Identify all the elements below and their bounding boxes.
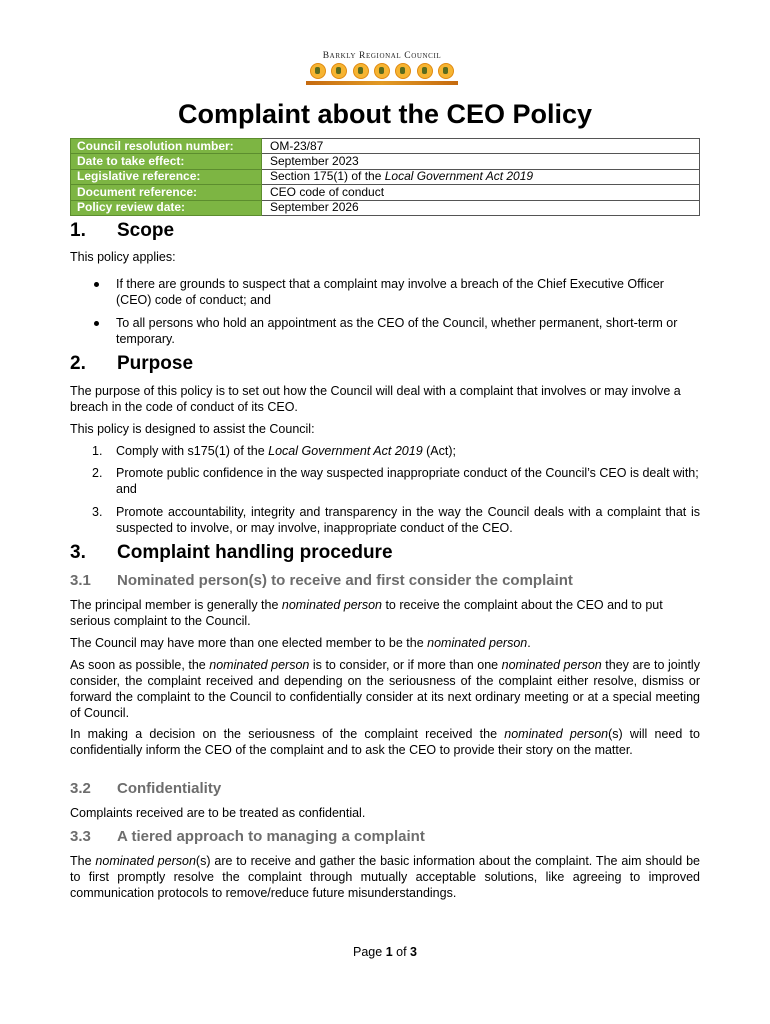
paragraph-text: they are to jointly consider, the complaint received and depending on the seriousness of the complaint either resolve, dismiss or forward the complaint to the Council to confidentially consider at its next ordinary meeting or at a special meeting of Council.: [70, 658, 700, 720]
list-item: [116, 276, 700, 308]
paragraph: [70, 726, 700, 758]
logo-emblem-icon: [310, 63, 326, 79]
page-footer: [0, 944, 770, 960]
meta-value-text: Section 175(1) of the: [270, 169, 385, 184]
logo-underline: [306, 81, 458, 85]
list-number: 1.: [92, 444, 103, 458]
subsection-number: 3.3: [70, 828, 91, 845]
logo-emblem-icon: [353, 63, 369, 79]
meta-value: [262, 169, 700, 184]
logo-emblem-icon: [395, 63, 411, 79]
act-name: Local Government Act 2019: [268, 444, 423, 458]
paragraph-text: to receive the complaint about the CEO and to put serious complaint to the Council.: [70, 598, 663, 628]
subsection-number: 3.1: [70, 572, 91, 589]
term: nominated person: [281, 598, 382, 612]
barkly-council-logo: [306, 50, 458, 86]
section-heading-procedure: [70, 541, 393, 565]
section-title: Purpose: [117, 353, 194, 374]
meta-value: CEO code of conduct: [262, 185, 700, 200]
table-row: [71, 139, 700, 154]
logo-icons: [306, 63, 458, 79]
list-item: [116, 315, 700, 347]
purpose-paragraph: The purpose of this policy is to set out how the Council will deal with a complaint that involves or may involve a breach in the code of conduct of its CEO.: [70, 384, 681, 414]
list-item: [92, 443, 700, 459]
paragraph: Complaints received are to be treated as confidential.: [70, 806, 366, 820]
policy-metadata-table: [70, 138, 700, 216]
subsection-heading: [70, 827, 425, 846]
section-title: Scope: [117, 220, 175, 241]
bullet-icon: [94, 321, 99, 326]
paragraph-text: (s) are to receive and gather the basic information about the complaint. The aim should be to first promptly resolve the complaint through mutually acceptable solutions, like agreeing to improved communication protocols to remove/reduce future misunderstandings.: [70, 854, 700, 900]
meta-value: September 2026: [262, 200, 700, 215]
paragraph: [70, 635, 700, 651]
meta-label: Policy review date:: [71, 200, 262, 215]
term: nominated person: [501, 658, 602, 672]
subsection-title: Nominated person(s) to receive and first consider the complaint: [117, 572, 573, 589]
page-title: Complaint about the CEO Policy: [177, 99, 593, 129]
list-item: [92, 465, 700, 497]
paragraph: [70, 853, 700, 901]
list-item-text: Promote accountability, integrity and transparency in the way the Council deals with a complaint that is suspected to involve, or may involve, inappropriate conduct of the CEO.: [116, 505, 700, 535]
paragraph-text: .: [527, 636, 531, 650]
subsection-title: A tiered approach to managing a complaint: [117, 828, 425, 845]
paragraph-text: In making a decision on the seriousness of the complaint received the: [70, 727, 505, 741]
footer-page-word: Page: [353, 945, 383, 959]
subsection-heading: [70, 779, 221, 798]
list-item-text: Promote public confidence in the way suspected inappropriate conduct of the Council’s CEO is dealt with; and: [116, 466, 699, 496]
list-item-text: Comply with s175(1) of the: [116, 444, 269, 458]
paragraph-text: is to consider, or if more than one: [309, 658, 502, 672]
logo-text: Barkly Regional Council: [322, 51, 442, 61]
logo-emblem-icon: [374, 63, 390, 79]
section-heading-purpose: [70, 352, 193, 376]
meta-label: Document reference:: [71, 185, 262, 200]
footer-of-word: of: [396, 945, 407, 959]
term: nominated person: [95, 854, 196, 868]
table-row: [71, 169, 700, 184]
list-item-text: (Act);: [422, 444, 456, 458]
term: nominated person: [504, 727, 609, 741]
list-number: 3.: [92, 505, 103, 519]
section-title: Complaint handling procedure: [117, 542, 393, 563]
list-number: 2.: [92, 466, 103, 480]
section-heading-scope: [70, 219, 174, 243]
list-item-text: If there are grounds to suspect that a complaint may involve a breach of the Chief Executive Officer (CEO) code of conduct; and: [116, 277, 664, 307]
meta-value: OM-23/87: [262, 139, 700, 154]
meta-label: Legislative reference:: [71, 169, 262, 184]
footer-page-number: 1: [385, 945, 393, 959]
table-row: [71, 154, 700, 169]
paragraph-text: The principal member is generally the: [70, 598, 282, 612]
paragraph-text: (s) will need to confidentially inform the CEO of the complaint and to ask the CEO to provide their story on the matter.: [70, 727, 700, 757]
subsection-number: 3.2: [70, 780, 91, 797]
section-number: 2.: [70, 353, 86, 374]
bullet-icon: [94, 282, 99, 287]
logo-emblem-icon: [331, 63, 347, 79]
scope-intro: This policy applies:: [70, 250, 176, 264]
paragraph-text: The: [70, 854, 96, 868]
term: nominated person: [209, 658, 310, 672]
meta-label: Date to take effect:: [71, 154, 262, 169]
list-item-text: To all persons who hold an appointment as the CEO of the Council, whether permanent, short-term or temporary.: [116, 316, 678, 346]
table-row: [71, 185, 700, 200]
paragraph-text: As soon as possible, the: [70, 658, 210, 672]
logo-emblem-icon: [438, 63, 454, 79]
section-number: 1.: [70, 220, 86, 241]
paragraph-text: The Council may have more than one elected member to be the: [70, 636, 428, 650]
footer-page-total: 3: [410, 945, 417, 959]
table-row: [71, 200, 700, 215]
paragraph: [70, 597, 700, 629]
list-item: [92, 504, 700, 536]
subsection-heading: [70, 571, 573, 590]
term: nominated person: [427, 636, 528, 650]
paragraph: [70, 657, 700, 721]
meta-value: September 2023: [262, 154, 700, 169]
purpose-assist: This policy is designed to assist the Council:: [70, 422, 315, 436]
subsection-title: Confidentiality: [117, 780, 222, 797]
logo-emblem-icon: [417, 63, 433, 79]
meta-label: Council resolution number:: [71, 139, 262, 154]
section-number: 3.: [70, 542, 86, 563]
act-name: Local Government Act 2019: [384, 169, 534, 184]
